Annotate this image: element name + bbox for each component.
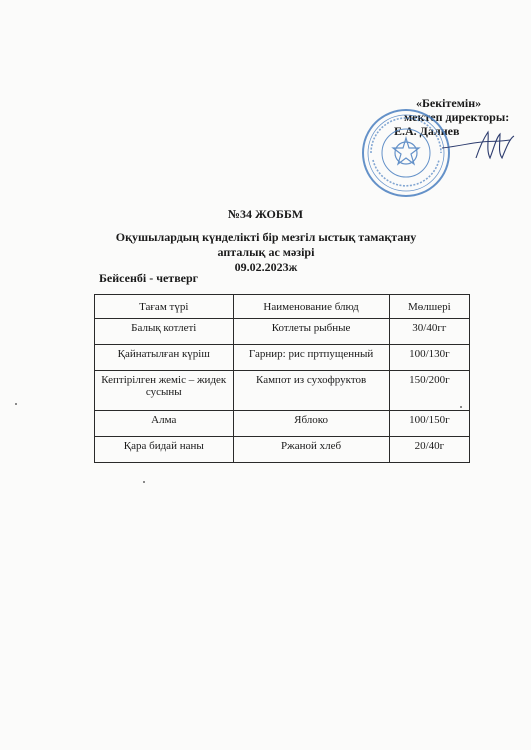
approval-position: мектеп директоры: [404, 110, 510, 124]
scan-speck [460, 406, 462, 408]
table-row [95, 345, 470, 371]
scan-speck [15, 403, 17, 405]
cell-portion: 20/40г [389, 437, 469, 463]
cell-portion: 30/40гг [389, 319, 469, 345]
table-row [95, 319, 470, 345]
cell-dish-ru: Котлеты рыбные [233, 319, 389, 345]
menu-title [96, 230, 436, 275]
header-dish-name-ru: Наименование блюд [233, 295, 389, 319]
cell-dish-kk: Кептірілген жеміс – жидек сусыны [95, 371, 234, 411]
table-header-row [95, 295, 470, 319]
cell-portion: 150/200г [389, 371, 469, 411]
school-name: №34 ЖОББМ [227, 207, 304, 221]
director-signature [440, 128, 520, 162]
scan-speck [143, 481, 145, 483]
table-row [95, 411, 470, 437]
cell-dish-ru: Кампот из сухофруктов [233, 371, 389, 411]
official-seal-stamp [361, 108, 451, 198]
cell-dish-kk: Балық котлеті [95, 319, 234, 345]
menu-table [94, 294, 470, 463]
cell-dish-ru: Ржаной хлеб [233, 437, 389, 463]
cell-dish-kk: Қайнатылған күріш [95, 345, 234, 371]
menu-date: 09.02.2023ж [234, 260, 298, 274]
approval-heading: «Бекітемін» [416, 96, 482, 110]
day-label: Бейсенбі - четверг [99, 271, 199, 285]
approval-director-name: Е.А. Далиев [394, 124, 460, 138]
cell-dish-ru: Яблоко [233, 411, 389, 437]
table-row [95, 371, 470, 411]
menu-title-line: Оқушылардың күнделікті бір мезгіл ыстық тамақтану апталық ас мәзірі [115, 230, 417, 259]
header-dish-type-kk: Тағам түрі [95, 295, 234, 319]
cell-portion: 100/150г [389, 411, 469, 437]
cell-dish-kk: Қара бидай наны [95, 437, 234, 463]
cell-dish-ru: Гарнир: рис пртпущенный [233, 345, 389, 371]
cell-portion: 100/130г [389, 345, 469, 371]
header-portion: Мөлшері [389, 295, 469, 319]
table-row [95, 437, 470, 463]
cell-dish-kk: Алма [95, 411, 234, 437]
